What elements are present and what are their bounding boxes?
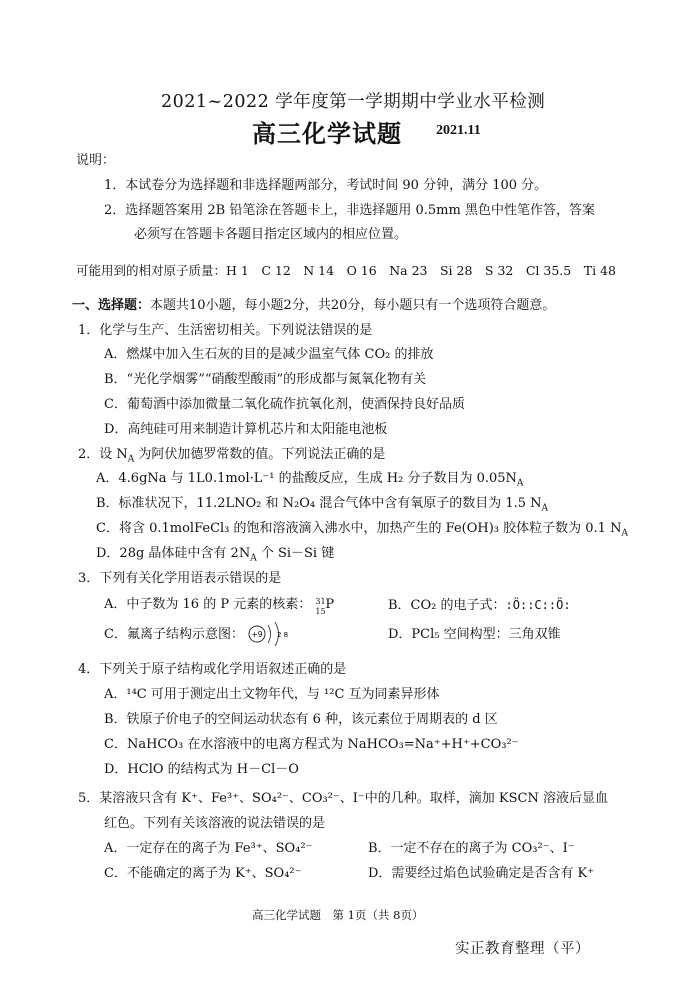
q2-option-b: B．标准状况下，11.2LNO₂ 和 N₂O₄ 混合气体中含有氧原子的数目为 1.5 $N_A$ [96,496,549,514]
q5-option-d: D．需要经过焰色试验确定是否含有 K⁺ [368,866,595,881]
section-text: 本题共10小题，每小题2分，共20分，每小题只有一个选项符合题意。 [150,298,556,313]
q5-option-c: C．不能确定的离子为 K⁺、SO₄²⁻ [104,866,302,881]
q3-stem: 3．下列有关化学用语表示错误的是 [78,571,282,586]
note-item-2: 2．选择题答案用 2B 铅笔涂在答题卡上，非选择题用 0.5mm 黑色中性笔作答，答案 [104,203,595,218]
q3-option-b [388,596,571,615]
nucleus-charge: +9 [251,630,263,639]
nuclide-element: P [325,597,335,612]
q3-option-b-text: B．CO₂ 的电子式： [388,598,506,613]
nuclide-symbol [315,596,337,614]
section-heading [72,297,555,315]
q3-option-c [104,626,244,644]
q5-stem-line1: 5．某溶液只含有 K⁺、Fe³⁺、SO₄²⁻、CO₃²⁻、I⁻中的几种。取样，滴加 KSCN 溶液后显血 [78,791,608,806]
note-item-1: 1．本试卷分为选择题和非选择题两部分，考试时间 90 分钟，满分 100 分。 [104,178,548,193]
q4-option-c: C．NaHCO₃ 在水溶液中的电离方程式为 NaHCO₃=Na⁺+H⁺+CO₃²⁻ [104,737,519,752]
exam-title: 2021~2022 学年度第一学期期中学业水平检测 [161,92,546,112]
q1-option-c: C．葡萄酒中添加微量二氧化硫作抗氧化剂，使酒保持良好品质 [104,397,465,412]
electron-shell-1 [268,625,271,643]
q2-stem: 2．设 $N_A$ 为阿伏加德罗常数的值。下列说法正确的是 [78,447,386,465]
q5-option-b: B．一定不存在的离子为 CO₃²⁻、I⁻ [368,841,575,856]
q1-option-a: A．燃煤中加入生石灰的目的是减少温室气体 CO₂ 的排放 [104,347,434,362]
q3-option-d: D．PCl₅ 空间构型：三角双锥 [388,627,561,642]
exam-date: 2021.11 [436,123,481,138]
shell-electrons: 2 8 [277,631,289,639]
q5-option-a: A．一定存在的离子为 Fe³⁺、SO₄²⁻ [104,841,313,856]
q5-stem-line2: 红色。下列有关该溶液的说法错误的是 [104,816,326,831]
q2-option-d: D．28g 晶体硅中含有 $2N_A$ 个 Si－Si 键 [96,546,335,564]
page-footer: 高三化学试题 第 1页（共 8页） [252,908,424,922]
atomic-masses: 可能用到的相对原子质量：H 1 C 12 N 14 O 16 Na 23 Si 28 S 32 Cl 35.5 Ti 48 [76,263,616,278]
q1-option-d: D．高纯硅可用来制造计算机芯片和太阳能电池板 [104,422,388,437]
q3-option-a-text: A．中子数为 16 的 P 元素的核素： [104,597,312,612]
notes-label: 说明： [76,153,116,168]
q4-option-b: B．铁原子价电子的空间运动状态有 6 种，该元素位于周期表的 d 区 [104,712,498,727]
q4-option-a: A．¹⁴C 可用于测定出土文物年代，与 ¹²C 互为同素异形体 [104,687,440,702]
note-item-2-cont: 必须写在答题卡各题目指定区域内的相应位置。 [134,227,408,242]
q2-option-a: A．4.6gNa 与 1L0.1mol·L⁻¹ 的盐酸反应，生成 H₂ 分子数目为 $0.05N_A$ [96,471,524,489]
q1-stem: 1．化学与生产、生活密切相关。下列说法错误的是 [78,323,373,338]
watermark-text: 实正教育整理（平） [455,941,590,957]
q4-stem: 4．下列关于原子结构或化学用语叙述正确的是 [78,662,347,677]
q2-option-c: C．将含 0.1molFeCl₃ 的饱和溶液滴入沸水中，加热产生的 Fe(OH)₃ 胶体粒子数为 0.1 $N_A$ [96,521,628,539]
q1-option-b: B．“光化学烟雾”“硝酸型酸雨”的形成都与氮氧化物有关 [104,372,427,387]
q4-option-d: D．HClO 的结构式为 H－Cl－O [104,762,299,777]
section-label: 一、选择题： [72,298,151,313]
exam-subject: 高三化学试题 [252,119,402,148]
nuclide-atomic-number: 15 [315,607,326,616]
co2-electron-formula: :Ö::C::Ö: [505,598,571,612]
fluoride-ion-diagram [246,620,300,648]
q3-option-c-text: C．氟离子结构示意图： [104,627,244,642]
nuclide-mass-number: 31 [315,597,326,606]
q3-option-a [104,596,337,614]
